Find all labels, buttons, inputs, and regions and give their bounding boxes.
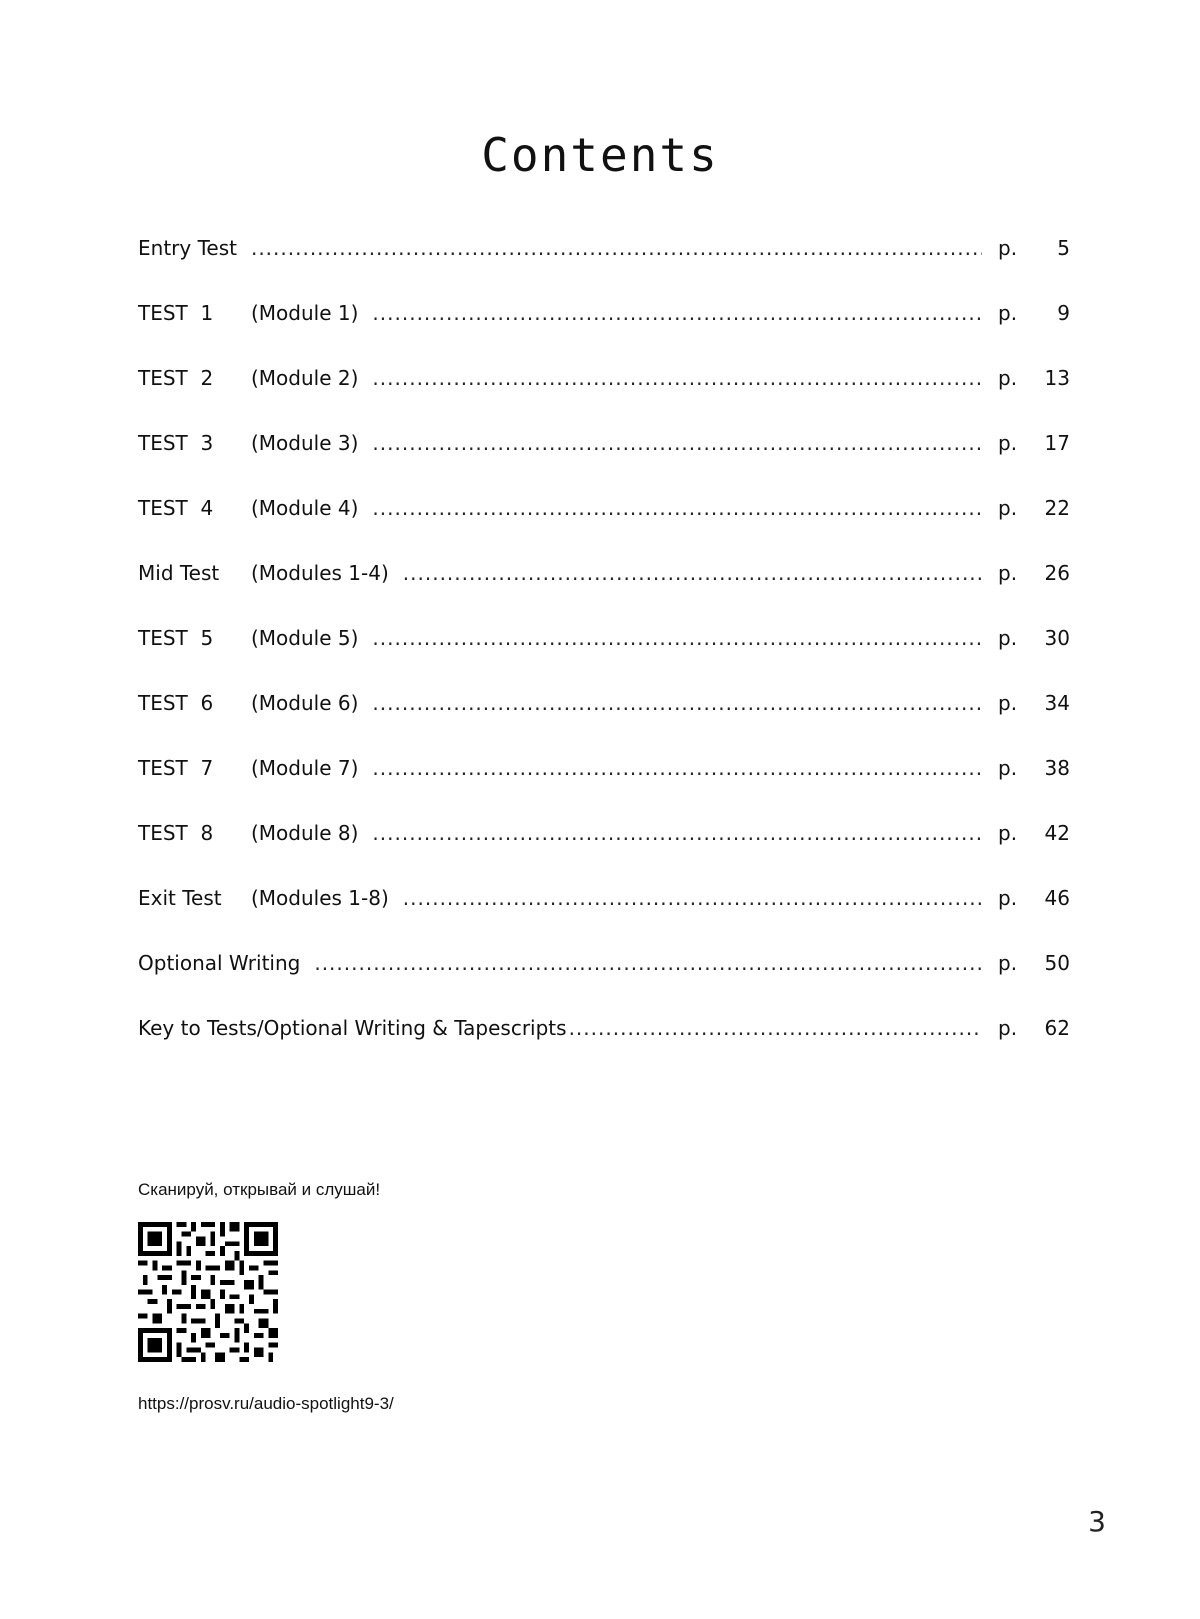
toc-page-number: 26	[1044, 561, 1070, 585]
toc-dot-leader	[372, 366, 982, 390]
toc-page-number: 46	[1044, 886, 1070, 910]
toc-entry-name: TEST 3	[138, 431, 214, 455]
toc-page-number: 13	[1044, 366, 1070, 390]
toc-page-number: 5	[1057, 236, 1070, 260]
toc-page-prefix: p.	[998, 1016, 1018, 1040]
toc-page-number: 34	[1044, 691, 1070, 715]
toc-row[interactable]	[138, 301, 1070, 366]
toc-entry-name: Key to Tests/Optional Writing & Tapescripts	[138, 1016, 567, 1040]
toc-dot-leader	[403, 886, 982, 910]
toc-entry-name: Mid Test	[138, 561, 220, 585]
toc-page-number: 42	[1044, 821, 1070, 845]
toc-row[interactable]	[138, 951, 1070, 1016]
toc-entry-name: Optional Writing	[138, 951, 301, 975]
toc-page-prefix: p.	[998, 236, 1018, 260]
toc-row[interactable]	[138, 496, 1070, 561]
toc-entry-name: TEST 8	[138, 821, 214, 845]
toc-row[interactable]	[138, 756, 1070, 821]
toc-page-prefix: p.	[998, 756, 1018, 780]
toc-page-prefix: p.	[998, 951, 1018, 975]
qr-code[interactable]	[138, 1222, 278, 1362]
toc-entry-module: (Module 4)	[251, 496, 359, 520]
toc-entry-name: TEST 6	[138, 691, 214, 715]
toc-page-number: 38	[1044, 756, 1070, 780]
toc-page-number: 22	[1044, 496, 1070, 520]
toc-entry-module: (Module 6)	[251, 691, 359, 715]
page-number: 3	[1088, 1505, 1106, 1538]
toc-dot-leader	[372, 301, 982, 325]
toc-entry-module: (Module 8)	[251, 821, 359, 845]
toc-row[interactable]	[138, 366, 1070, 431]
toc-entry-name: Entry Test	[138, 236, 237, 260]
toc-page-prefix: p.	[998, 496, 1018, 520]
toc-dot-leader	[372, 821, 982, 845]
toc-dot-leader	[372, 691, 982, 715]
toc-page-prefix: p.	[998, 691, 1018, 715]
toc-dot-leader	[403, 561, 982, 585]
toc-row[interactable]	[138, 821, 1070, 886]
toc-entry-module: (Module 2)	[251, 366, 359, 390]
toc-dot-leader	[372, 756, 982, 780]
toc-entry-module: (Module 3)	[251, 431, 359, 455]
toc-page-number: 62	[1044, 1016, 1070, 1040]
toc-page-number: 9	[1057, 301, 1070, 325]
toc-row[interactable]	[138, 561, 1070, 626]
toc-entry-name: TEST 2	[138, 366, 214, 390]
toc-dot-leader	[372, 626, 982, 650]
toc-page-prefix: p.	[998, 821, 1018, 845]
toc-entry-name: TEST 5	[138, 626, 214, 650]
toc-row[interactable]	[138, 691, 1070, 756]
toc-row[interactable]	[138, 626, 1070, 691]
toc-page-prefix: p.	[998, 301, 1018, 325]
toc-dot-leader	[251, 236, 982, 260]
toc-entry-name: Exit Test	[138, 886, 222, 910]
toc-row[interactable]	[138, 431, 1070, 496]
toc-entry-module: (Module 7)	[251, 756, 359, 780]
toc-dot-leader	[569, 1016, 982, 1040]
toc-entry-name: TEST 7	[138, 756, 214, 780]
toc-page-prefix: p.	[998, 626, 1018, 650]
toc-page-prefix: p.	[998, 431, 1018, 455]
toc-page-prefix: p.	[998, 366, 1018, 390]
toc-entry-name: TEST 1	[138, 301, 214, 325]
toc-dot-leader	[372, 496, 982, 520]
toc-row[interactable]	[138, 1016, 1070, 1081]
qr-caption: Сканируй, открывай и слушай!	[138, 1180, 381, 1199]
toc-entry-module: (Modules 1-8)	[251, 886, 389, 910]
audio-link[interactable]: https://prosv.ru/audio-spotlight9-3/	[138, 1394, 394, 1413]
toc-entry-module: (Module 5)	[251, 626, 359, 650]
toc-page-number: 50	[1044, 951, 1070, 975]
toc-page-prefix: p.	[998, 886, 1018, 910]
toc-dot-leader	[372, 431, 982, 455]
toc-page-prefix: p.	[998, 561, 1018, 585]
page-title: Contents	[481, 128, 719, 182]
toc-dot-leader	[314, 951, 982, 975]
toc-row[interactable]	[138, 886, 1070, 951]
toc-page-number: 30	[1044, 626, 1070, 650]
toc-entry-module: (Module 1)	[251, 301, 359, 325]
toc-page-number: 17	[1044, 431, 1070, 455]
toc-row[interactable]	[138, 236, 1070, 301]
table-of-contents	[138, 236, 1070, 1081]
toc-entry-module: (Modules 1-4)	[251, 561, 389, 585]
toc-entry-name: TEST 4	[138, 496, 214, 520]
